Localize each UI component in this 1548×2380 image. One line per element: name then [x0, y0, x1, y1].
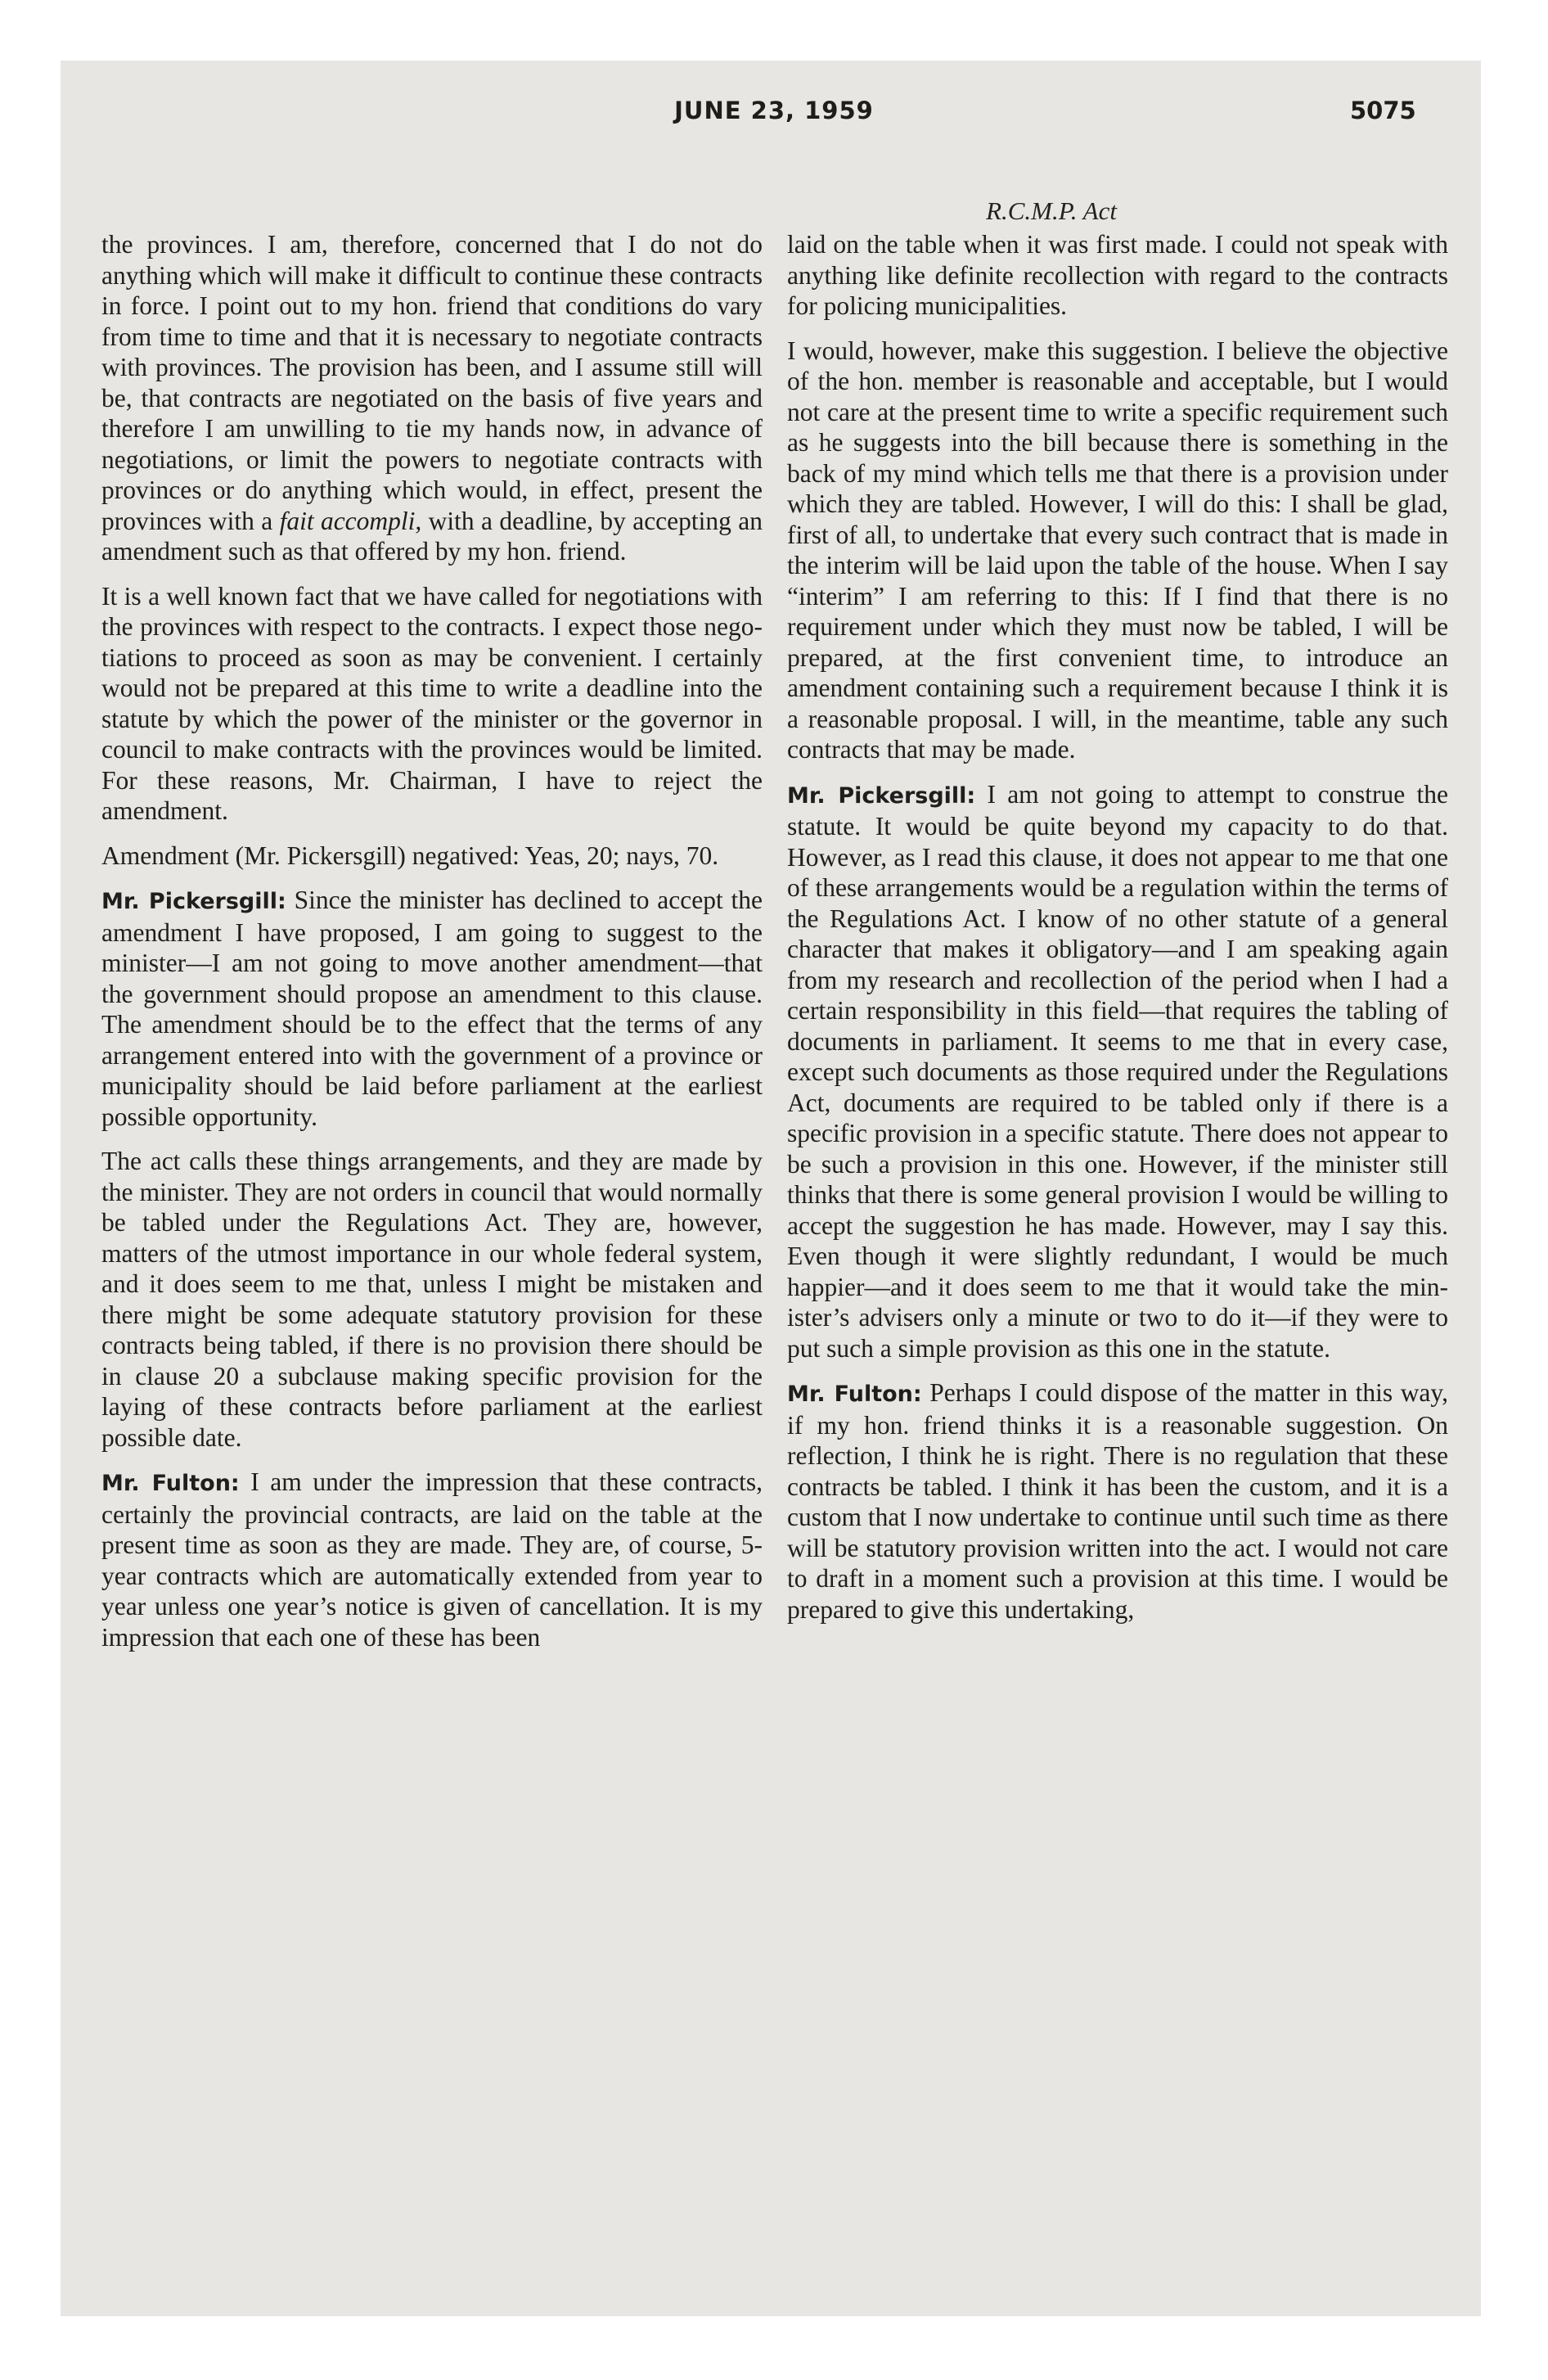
speaker-name: Mr. Fulton:: [787, 1382, 922, 1407]
paragraph: [101, 1467, 763, 1652]
paragraph: [787, 779, 1448, 1364]
page-number: 5075: [1350, 97, 1416, 124]
paragraph: The act calls these things arrangements, and they are made by the minister. They are not orders in council that would normally be tabled under the Regulations Act. They are, however, matters of the utmost importance in our whole federal system, and it does seem to me that, unless I might be mistaken and there might be some adequate statutory provision for these contracts being tabled, if there is no provision there should be in clause 20 a subclause making specific provision for the laying of these contracts before parliament at the earliest possible date.: [101, 1147, 763, 1452]
speaker-name: Mr. Pickersgill:: [787, 782, 976, 809]
paragraph: Amendment (Mr. Pickersgill) negatived: Yeas, 20; nays, 70.: [101, 841, 719, 870]
right-column: [787, 229, 1448, 1639]
paragraph: [101, 229, 763, 567]
paragraph-text: Perhaps I could dispose of the matter in this way, if my hon. friend thinks it is a reasonable suggestion. On reflection, I think he is right. There is no regulation that these contracts be tabled. I think it has been the custom, and it is a custom that I now undertake to continue until such time as there will be statutory provision written into the act. I would not care to draft in a moment such a provision at this time. I would be prepared to give this undertaking,: [787, 1378, 1448, 1624]
paragraph: It is a well known fact that we have called for negotiations with the provinces with respect to the contracts. I expect those negotiations to proceed as soon as may be convenient. I certainly would not be prepared at this time to write a deadline into the statute by which the power of the minister or the governor in council to make contracts with the provinces would be limited. For these reasons, Mr. Chairman, I have to reject the amendment.: [101, 581, 763, 825]
header-date: JUNE 23, 1959: [674, 97, 874, 124]
speaker-name: Mr. Fulton:: [101, 1471, 240, 1496]
paragraph: [787, 1377, 1448, 1625]
italic-phrase: fait accompli,: [279, 506, 422, 535]
paragraph: laid on the table when it was first made. I could not speak with anything like definite recollection with regard to the contracts for policing municipalities.: [787, 230, 1448, 320]
paragraph-text: I am not going to attempt to construe the statute. It would be quite beyond my capacity to do that. However, as I read this clause, it does not appear to me that one of these arrangements would be a regulation within the terms of the Regulations Act. I know of no other statute of a general character that makes it obligatory—and I am speaking again from my research and recollection of the period when I had a certain responsibility in this field—that requires the tabling of documents in parliament. It seems to me that in every case, except such documents as those required under the Regulations Act, documents are required to be tabled only if there is a specific provision in a specific statute. There does not appear to be such a provision in this one. However, if the minister still thinks that there is some general provision I would be willing to accept the suggestion he has made. However, may I say this. Even though it were slightly redundant, I would be much happier—and it does seem to me that it would take the minister’s advisers only a minute or two to do it—if they were to put such a simple provision as this one in the statute.: [787, 779, 1449, 1363]
paragraph-text: Since the minister has declined to accept the amendment I have proposed, I am going to suggest to the minister—I am not going to move another amendment—that the government should propose an amendment to this clause. The amendment should be to the effect that the terms of any arrangement entered into with the government of a province or municipality should be laid before parliament at the earliest possible opportunity.: [101, 886, 763, 1131]
paragraph: I would, however, make this suggestion. I believe the objective of the hon. member is reasonable and acceptable, but I would not care at the present time to write a specific requirement such as he suggests into the bill because there is something in the back of my mind which tells me that there is a provision under which they are tabled. However, I will do this: I shall be glad, first of all, to undertake that every such contract that is made in the interim will be laid upon the table of the house. When I say “interim” I am referring to this: If I find that there is no requirement under which they must now be tabled, I will be prepared, at the first convenient time, to introduce an amendment containing such a requirement because I think it is a reasonable proposal. I will, in the meantime, table any such contracts that may be made.: [787, 336, 1448, 764]
paragraph: [101, 885, 763, 1132]
paragraph-text: I am under the impression that these contracts, certainly the provincial contracts, are laid on the table at the present time as soon as they are made. They are, of course, 5-year contracts which are automatically extended from year to year unless one year’s notice is given of cancellation. It is my impression that each one of these has been: [101, 1467, 763, 1652]
paragraph-text: with a deadline, by accepting an amendment such as that offered by my hon. friend.: [101, 506, 763, 566]
running-title: R.C.M.P. Act: [986, 196, 1117, 225]
left-column: [101, 229, 763, 1666]
speaker-name: Mr. Pickersgill:: [101, 889, 286, 914]
page-header: [0, 97, 1548, 146]
paragraph-text: the provinces. I am, therefore, concerned that I do not do anything which will make it difficult to continue these contracts in force. I point out to my hon. friend that conditions do vary from time to time and that it is necessary to negotiate contracts with provinces. The provision has been, and I assume still will be, that contracts are negotiated on the basis of five years and therefore I am unwilling to tie my hands now, in advance of negotiations, or limit the powers to negotiate contracts with provinces or do anything which would, in effect, present the provinces with a: [101, 230, 763, 535]
